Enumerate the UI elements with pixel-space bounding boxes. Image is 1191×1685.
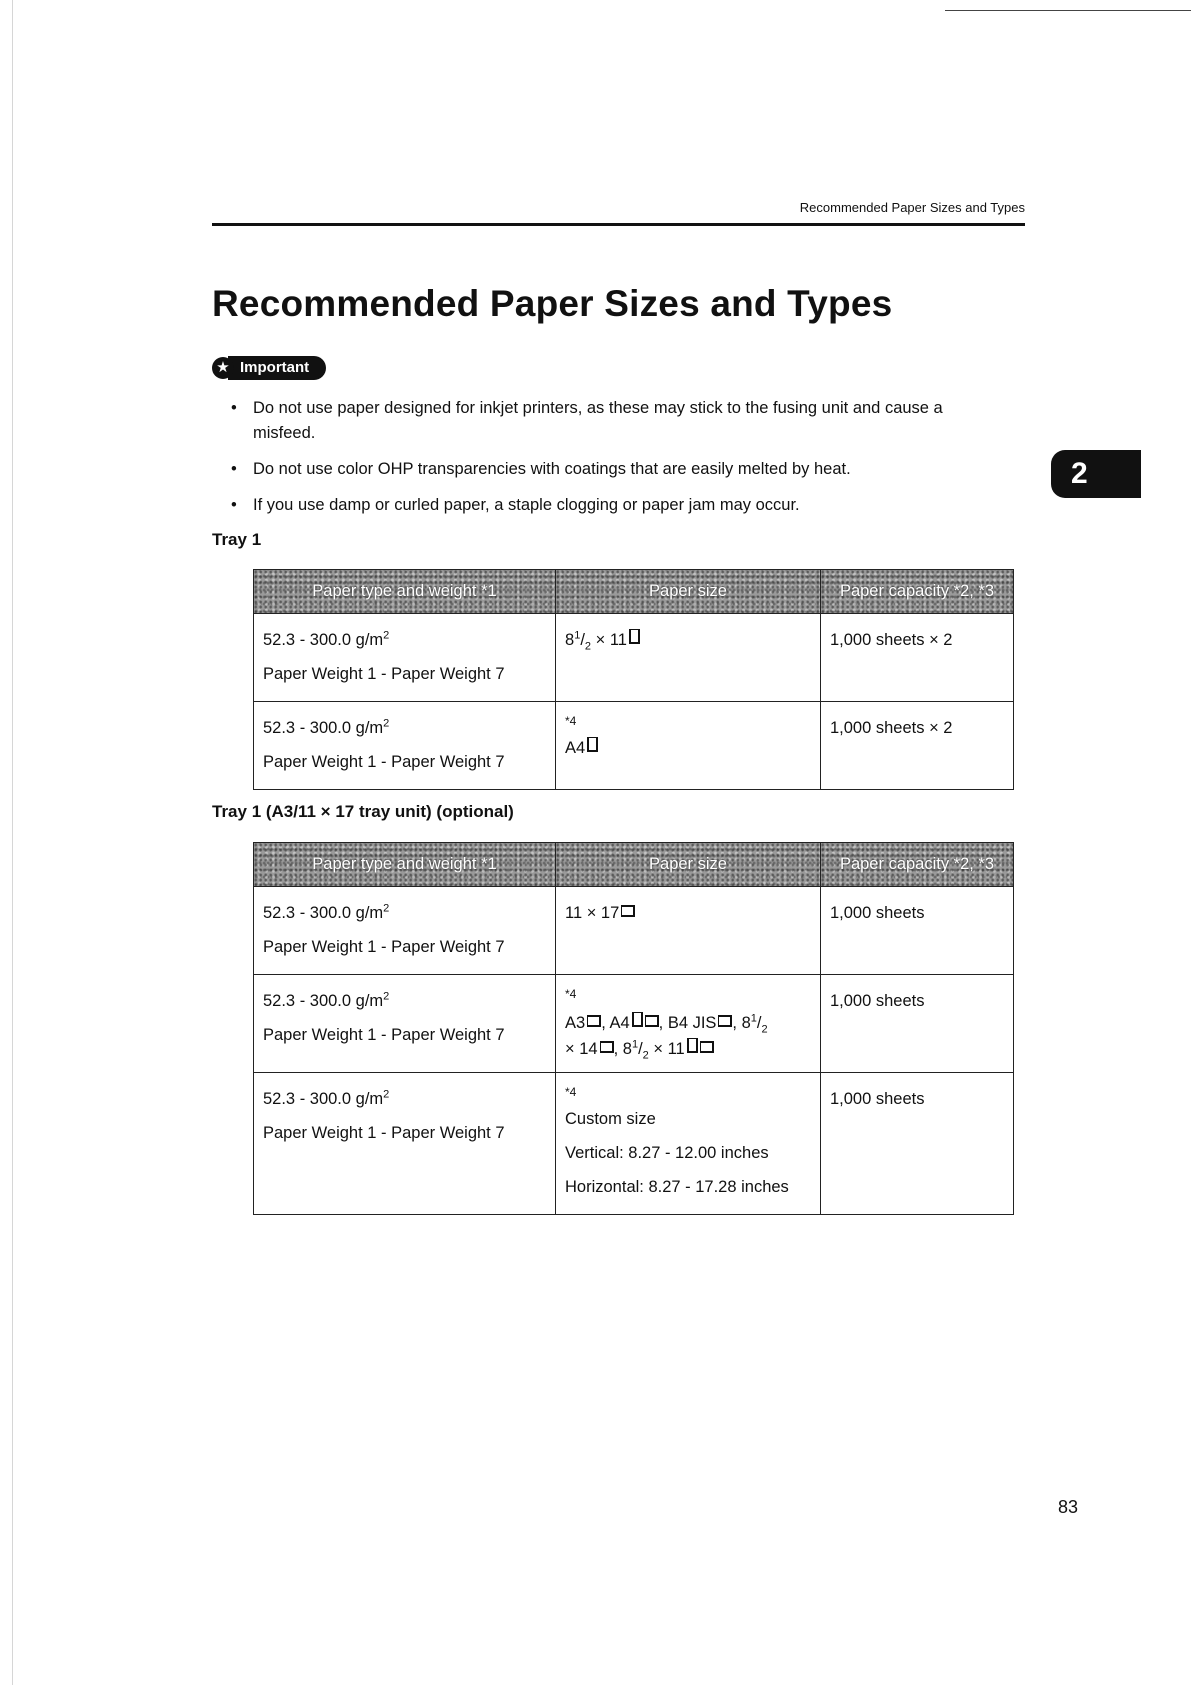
list-item: • Do not use color OHP transparencies with coatings that are easily melted by heat. xyxy=(228,457,988,482)
size-cell: $8^1/_2 \times 11$ xyxy=(556,614,821,702)
landscape-orientation-icon xyxy=(621,905,635,917)
landscape-orientation-icon xyxy=(587,1015,601,1027)
running-header: Recommended Paper Sizes and Types xyxy=(799,200,1025,215)
list-item: • If you use damp or curled paper, a staple clogging or paper jam may occur. xyxy=(228,493,988,518)
important-label: Important xyxy=(228,356,326,380)
capacity-cell: 1,000 sheets xyxy=(821,887,1014,975)
header-capacity: Paper capacity *2, *3 xyxy=(821,570,1014,614)
scan-edge-left xyxy=(12,0,13,1685)
size-cell: 11 × 17 xyxy=(556,887,821,975)
header-type-weight: Paper type and weight *1 xyxy=(254,843,556,887)
portrait-orientation-icon xyxy=(587,737,598,752)
portrait-orientation-icon xyxy=(632,1012,643,1027)
landscape-orientation-icon xyxy=(645,1015,659,1027)
landscape-orientation-icon xyxy=(718,1015,732,1027)
header-paper-size: Paper size xyxy=(556,570,821,614)
weight-cell: 52.3 - 300.0 $g/m^2$ Paper Weight 1 - Paper Weight 7 xyxy=(254,614,556,702)
landscape-orientation-icon xyxy=(700,1041,714,1053)
chapter-tab: 2 xyxy=(1051,450,1141,498)
table-row xyxy=(254,887,1014,975)
section-label-tray1-a3: Tray 1 (A3/11 × 17 tray unit) (optional) xyxy=(212,802,514,821)
important-callout xyxy=(212,355,326,381)
tray1-table xyxy=(253,569,1014,790)
size-cell: *4 Custom size Vertical: 8.27 - 12.00 inches Horizontal: 8.27 - 17.28 inches xyxy=(556,1073,821,1215)
portrait-orientation-icon xyxy=(629,629,640,644)
important-notes xyxy=(228,396,988,529)
table-header-row xyxy=(254,570,1014,614)
capacity-cell: 1,000 sheets × 2 xyxy=(821,702,1014,790)
header-rule xyxy=(212,223,1025,226)
star-icon: ★ xyxy=(212,357,234,379)
header-capacity: Paper capacity *2, *3 xyxy=(821,843,1014,887)
table-row xyxy=(254,702,1014,790)
portrait-orientation-icon xyxy=(687,1038,698,1053)
size-cell: *4 A4 xyxy=(556,702,821,790)
header-type-weight: Paper type and weight *1 xyxy=(254,570,556,614)
weight-cell: 52.3 - 300.0 $g/m^2$ Paper Weight 1 - Paper Weight 7 xyxy=(254,975,556,1073)
scan-edge-top xyxy=(945,10,1191,11)
tray1-a3-table xyxy=(253,842,1014,1215)
table-row xyxy=(254,1073,1014,1215)
landscape-orientation-icon xyxy=(600,1041,614,1053)
section-label-tray1: Tray 1 xyxy=(212,530,262,549)
page-title: Recommended Paper Sizes and Types xyxy=(212,283,893,324)
page-number: 83 xyxy=(1058,1497,1079,1517)
capacity-cell: 1,000 sheets xyxy=(821,1073,1014,1215)
weight-cell: 52.3 - 300.0 $g/m^2$ Paper Weight 1 - Paper Weight 7 xyxy=(254,1073,556,1215)
capacity-cell: 1,000 sheets xyxy=(821,975,1014,1073)
header-paper-size: Paper size xyxy=(556,843,821,887)
list-item: • Do not use paper designed for inkjet printers, as these may stick to the fusing unit and cause a misfeed. xyxy=(228,396,988,446)
table-row xyxy=(254,614,1014,702)
table-row xyxy=(254,975,1014,1073)
size-cell: *4 A3 , A4 , B4 JIS , $8^1/_2$ × 14 , $8^1/_2 \times 11$ xyxy=(556,975,821,1073)
table-header-row xyxy=(254,843,1014,887)
capacity-cell: 1,000 sheets × 2 xyxy=(821,614,1014,702)
weight-cell: 52.3 - 300.0 $g/m^2$ Paper Weight 1 - Paper Weight 7 xyxy=(254,887,556,975)
weight-cell: 52.3 - 300.0 $g/m^2$ Paper Weight 1 - Paper Weight 7 xyxy=(254,702,556,790)
